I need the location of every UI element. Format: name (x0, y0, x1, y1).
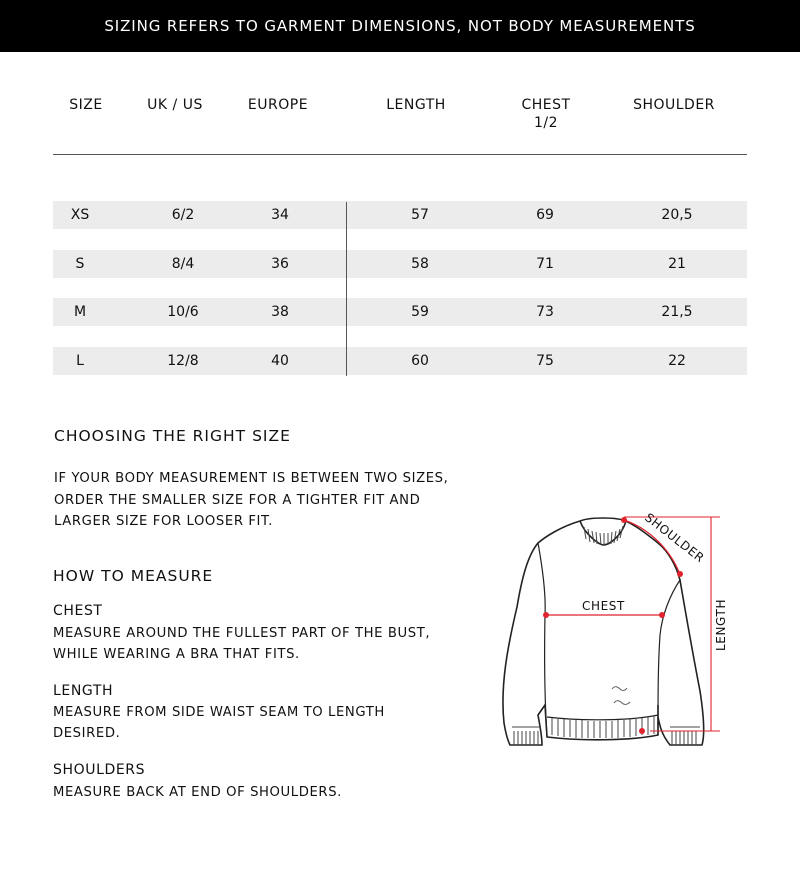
cell-chest: 71 (536, 256, 554, 272)
choosing-line: IF YOUR BODY MEASUREMENT IS BETWEEN TWO SIZES, (54, 471, 449, 486)
col-header-length: LENGTH (386, 97, 446, 113)
col-header-uk-us: UK / US (147, 97, 203, 113)
cell-europe: 34 (271, 207, 289, 223)
size-guide-banner: SIZING REFERS TO GARMENT DIMENSIONS, NOT BODY MEASUREMENTS (0, 0, 800, 52)
cell-uk-us: 10/6 (167, 304, 199, 320)
length-line: MEASURE FROM SIDE WAIST SEAM TO LENGTH (53, 705, 385, 720)
length-text (53, 702, 385, 744)
chest-line: WHILE WEARING A BRA THAT FITS. (53, 647, 300, 662)
cell-chest: 69 (536, 207, 554, 223)
cell-europe: 40 (271, 353, 289, 369)
cell-length: 58 (411, 256, 429, 272)
shoulders-line: MEASURE BACK AT END OF SHOULDERS. (53, 785, 342, 800)
cell-shoulder: 21 (668, 256, 686, 272)
cell-chest: 75 (536, 353, 554, 369)
col-header-shoulder: SHOULDER (633, 97, 715, 113)
shoulder-label: SHOULDER (642, 510, 708, 566)
table-row (53, 250, 747, 278)
how-to-measure-title: HOW TO MEASURE (53, 567, 214, 585)
cell-shoulder: 20,5 (661, 207, 693, 223)
col-header-europe: EUROPE (247, 97, 309, 113)
choosing-title: CHOOSING THE RIGHT SIZE (54, 427, 291, 445)
sweater-diagram (490, 505, 740, 760)
cell-size: M (73, 304, 87, 320)
chest-label: CHEST (582, 599, 625, 613)
cell-size: L (76, 353, 84, 369)
shoulders-heading: SHOULDERS (53, 762, 146, 778)
sweater-icon (490, 505, 740, 760)
chest-heading: CHEST (53, 603, 103, 619)
cell-length: 60 (411, 353, 429, 369)
cell-size: XS (70, 207, 90, 223)
chest-text (53, 623, 430, 665)
cell-uk-us: 12/8 (167, 353, 199, 369)
choosing-line: LARGER SIZE FOR LOOSER FIT. (54, 514, 273, 529)
cell-length: 57 (411, 207, 429, 223)
column-divider (346, 202, 347, 376)
length-heading: LENGTH (53, 683, 114, 699)
chest-line: MEASURE AROUND THE FULLEST PART OF THE BUST, (53, 626, 431, 641)
header-divider (53, 154, 747, 155)
cell-length: 59 (411, 304, 429, 320)
shoulders-text (53, 782, 342, 803)
col-header-size: SIZE (69, 97, 103, 113)
choosing-line: ORDER THE SMALLER SIZE FOR A TIGHTER FIT AND (54, 492, 421, 508)
cell-europe: 38 (271, 304, 289, 320)
table-row (53, 347, 747, 375)
length-label: LENGTH (714, 598, 728, 651)
cell-shoulder: 22 (668, 353, 686, 369)
length-line: DESIRED. (53, 726, 121, 741)
col-header-chest: CHEST 1/2 (521, 97, 571, 131)
table-row (53, 201, 747, 229)
cell-europe: 36 (271, 256, 289, 272)
table-row (53, 298, 747, 326)
cell-uk-us: 8/4 (171, 256, 195, 272)
choosing-text (54, 468, 448, 533)
cell-uk-us: 6/2 (171, 207, 195, 223)
cell-chest: 73 (536, 304, 554, 320)
cell-size: S (75, 256, 85, 272)
cell-shoulder: 21,5 (661, 304, 693, 320)
